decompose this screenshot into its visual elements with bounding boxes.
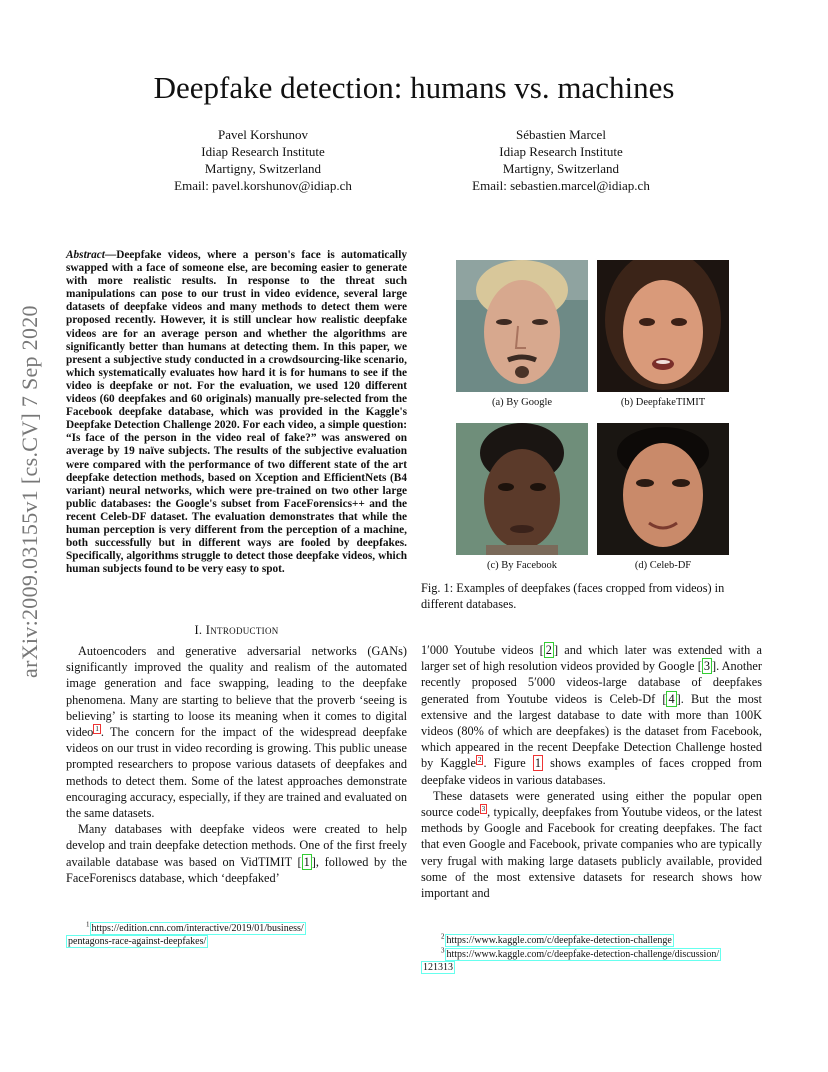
- paper-title: Deepfake detection: humans vs. machines: [153, 70, 675, 105]
- paragraph: [421, 788, 762, 901]
- footnote-link[interactable]: 3: [481, 804, 486, 813]
- footnote-url-continued[interactable]: pentagons-race-against-deepfakes/: [68, 936, 207, 947]
- text-run: ] and which later was extended with a larger set of high resolution videos provided by Google [: [421, 643, 762, 674]
- abstract-label: Abstract: [66, 249, 105, 261]
- paragraph: [421, 642, 762, 788]
- face-image-google: [456, 260, 588, 392]
- section-heading: [66, 623, 407, 638]
- text-run: ]. Another recently proposed 5′000 videos-large database of deepfakes generated from Youtube videos is Celeb-Df [: [421, 659, 762, 706]
- text-run: Many databases with deepfake videos were created to help develop and train deepfake detection methods. One of the first freely available database was based on VidTIMIT [: [66, 822, 407, 869]
- paragraph: [66, 643, 407, 821]
- subcaption-b: (b) DeepfakeTIMIT: [620, 397, 706, 408]
- text-run: 1′000 Youtube videos [: [421, 643, 544, 657]
- footnote-2: [421, 934, 762, 947]
- author-institute: Idiap Research Institute: [499, 144, 623, 159]
- author-email: Email: sebastien.marcel@idiap.ch: [472, 178, 650, 193]
- text-run: ], followed by the FaceForeniscs database, which ‘deepfaked’: [66, 854, 407, 885]
- figure-caption: Fig. 1: Examples of deepfakes (faces cropped from videos) in different databases.: [421, 581, 725, 612]
- footnote-3: [421, 948, 762, 974]
- footnote-link[interactable]: 2: [477, 756, 482, 765]
- face-image-celebdf: [597, 423, 729, 555]
- subcaption-c: (c) By Facebook: [487, 560, 557, 571]
- left-column-body: [66, 643, 407, 886]
- footnote-link[interactable]: 1: [95, 724, 99, 733]
- footnote-url[interactable]: https://www.kaggle.com/c/deepfake-detection-challenge/discussion/: [446, 949, 720, 960]
- text-run: shows examples of faces cropped from deepfake videos in various databases.: [421, 756, 762, 787]
- footnote-number: 3: [441, 946, 445, 955]
- text-run: ]. But the most extensive and the largest database to date with more than 100K videos (80% of which are deepfakes) is the dataset from Facebook, which appeared in the recent Deepfake Detection Challenge hosted by Kaggle: [421, 691, 762, 771]
- citation-link[interactable]: 1: [303, 854, 310, 869]
- arxiv-identifier: arXiv:2009.03155v1 [cs.CV] 7 Sep 2020: [17, 305, 42, 678]
- text-run: , typically, deepfakes from Youtube videos, or the latest methods by Google and Facebook for creating deepfakes. The fact that even Google and Facebook, private companies who are typically very frugal with making large datasets publicly available, provided some of the most extensive datasets for research shows how important and: [421, 805, 762, 901]
- text-run: . The concern for the impact of the widespread deepfake videos on our trust in video recording is growing. This public unease prompted researchers to propose various datasets of deepfakes and methods to detect them. Some of the latest approaches demonstrate encouraging accuracy, especially, if they are trained and evaluated on the same datasets.: [66, 725, 407, 821]
- author-email: Email: pavel.korshunov@idiap.ch: [174, 178, 352, 193]
- section-number: I.: [194, 623, 203, 637]
- face-image-facebook: [456, 423, 588, 555]
- footnote-url-continued[interactable]: 121313: [423, 962, 453, 973]
- text-run: Autoencoders and generative adversarial networks (GANs) significantly improved the quality and realism of the automated image generation and face swapping, leading to the deepfake phenomena. Many are starting to believe that the proverb ‘seeing is believing’ is starting to loose its meaning when it comes to digital video: [66, 644, 407, 740]
- author-name: Pavel Korshunov: [218, 127, 308, 142]
- author-block-1: [123, 126, 403, 194]
- citation-link[interactable]: 2: [545, 643, 552, 657]
- author-name: Sébastien Marcel: [516, 127, 606, 142]
- face-image-deepfaketimit: [597, 260, 729, 392]
- footnote-url[interactable]: https://edition.cnn.com/interactive/2019/01/business/: [91, 923, 304, 934]
- figure-link[interactable]: 1: [534, 756, 542, 771]
- text-run: . Figure: [483, 756, 533, 771]
- subcaption-d: (d) Celeb-DF: [634, 560, 692, 571]
- author-location: Martigny, Switzerland: [204, 161, 322, 176]
- abstract: [66, 249, 407, 576]
- author-institute: Idiap Research Institute: [201, 144, 325, 159]
- paragraph: [66, 821, 407, 886]
- footnote-1: [66, 922, 407, 948]
- right-column-body: [421, 642, 762, 901]
- section-title: Introduction: [205, 623, 279, 637]
- citation-link[interactable]: 3: [703, 659, 710, 674]
- author-location: Martigny, Switzerland: [502, 161, 620, 176]
- subcaption-a: (a) By Google: [491, 397, 553, 408]
- author-block-2: [421, 126, 701, 194]
- text-run: These datasets were generated using either the popular open source code: [421, 788, 762, 820]
- footnote-number: 2: [441, 932, 445, 941]
- citation-link[interactable]: 4: [668, 691, 675, 706]
- footnote-url[interactable]: https://www.kaggle.com/c/deepfake-detection-challenge: [446, 935, 672, 946]
- footnote-number: 1: [86, 920, 90, 929]
- abstract-text: —Deepfake videos, where a person's face is automatically swapped with a face of someone else, are becoming easier to generate with more realistic results. In response to the threat such manipulations can pose to our trust in video evidence, several large datasets of deepfake videos and many methods to detect them were proposed recently. However, it is still unclear how realistic deepfake videos are for an average person and whether the algorithms are significantly better than humans at detecting them. In this paper, we present a subjective study conducted in a crowdsourcing-like scenario, which systematically evaluates how hard it is for humans to see if the video is deepfake or not. For the evaluation, we used 120 different videos (60 deepfakes and 60 originals) manually pre-selected from the Facebook deepfake database, which was provided in the Kaggle's Deepfake Detection Challenge 2020. For each video, a simple question: “Is face of the person in the video real of fake?” was answered on average by 19 naïve subjects. The results of the subjective evaluation were compared with the performance of two different state of the art deepfake detection methods, based on Xception and EfficientNets (B4 variant) neural networks, which were pre-trained on two other large public databases: the Google's subset from FaceForensics++ and the recent Celeb-DF dataset. The evaluation demonstrates that while the human perception is very different from the perception of a machine, both successfully but in different ways are fooled by deepfakes. Specifically, algorithms struggle to detect those deepfake videos, which human subjects found to be very easy to spot.: [66, 249, 407, 576]
